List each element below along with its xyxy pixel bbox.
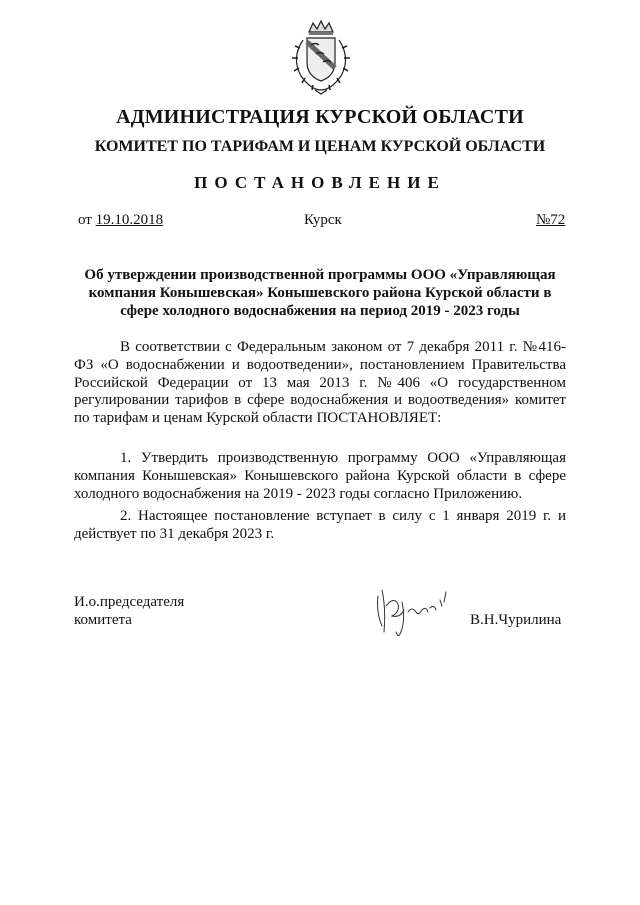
document-type-heading: ПОСТАНОВЛЕНИЕ <box>194 173 446 192</box>
document-subject <box>74 266 566 320</box>
subject-line: компания Конышевская» Конышевского района Курской области в <box>88 285 552 301</box>
subject-line: Об утверждении производственной программы ООО «Управляющая <box>84 267 556 283</box>
document-date <box>78 212 163 229</box>
subject-line: сфере холодного водоснабжения на период 2019 - 2023 годы <box>120 303 520 319</box>
date-value: 19.10.2018 <box>95 212 164 228</box>
kursk-coat-of-arms-icon <box>283 18 359 96</box>
signatory-position-line: И.о.председателя <box>74 594 185 610</box>
preamble-paragraph: В соответствии с Федеральным законом от 7 декабря 2011 г. №416-ФЗ «О водоснабжении и водоотведении», постановлением Правительства Российской Федерации от 13 мая 2013 г. №406 «О государственном регулировании тарифов в сфере водоснабжения и водоотведения» комитет по тарифам и ценам Курской области ПОСТАНОВЛЯЕТ: <box>74 339 566 427</box>
signatory-position <box>74 593 184 629</box>
date-prefix: от <box>78 212 92 228</box>
organization-title: АДМИНИСТРАЦИЯ КУРСКОЙ ОБЛАСТИ <box>116 106 524 128</box>
document-city: Курск <box>304 212 342 228</box>
committee-title: КОМИТЕТ ПО ТАРИФАМ И ЦЕНАМ КУРСКОЙ ОБЛАСТИ <box>94 138 546 155</box>
handwritten-signature <box>372 582 460 640</box>
resolution-item-2: 2. Настоящее постановление вступает в силу с 1 января 2019 г. и действует по 31 декабря 2023 г. <box>74 508 566 542</box>
resolution-item-1: 1. Утвердить производственную программу ООО «Управляющая компания Конышевская» Конышевского района Курской области в сфере холодного водоснабжения на 2019 - 2023 годы согласно Приложению. <box>74 450 566 502</box>
signatory-name: В.Н.Чурилина <box>470 612 562 628</box>
signatory-position-line: комитета <box>74 612 132 628</box>
document-number: №72 <box>536 212 566 228</box>
